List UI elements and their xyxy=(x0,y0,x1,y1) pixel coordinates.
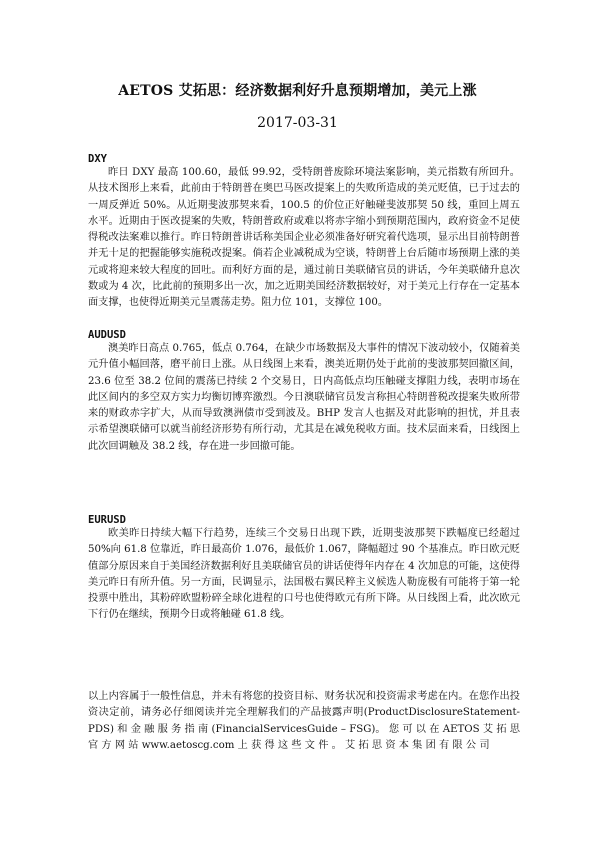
section-heading: DXY xyxy=(88,153,107,165)
section-body: 澳美昨日高点 0.765，低点 0.764，在缺少市场数据及大事件的情况下波动较小，仅随着美元升值小幅回落，磨平前日上涨。从日线图上来看，澳美近期仍处于此前的斐波那契回撤区间，23.6 位至 38.2 位间的震荡已持续 2 个交易日，日内高低点均压触碰支撑阻力线，表明市场在此区间内的多空双方实力均衡切博弈激烈。今日澳联储官员发言称担心特朗普税改提案失败所带来的财政赤字扩大，从而导致澳洲债市受到波及。BHP 发言人也据及对此影响的担忧，并且表示希望澳联储可以就当前经济形势有所行动，尤其是在减免税收方面。技术层面来看，日线图上此次回调触及 38.2 线，存在进一步回撤可能。 xyxy=(88,343,520,452)
section-heading: AUDUSD xyxy=(88,329,126,341)
section-audusd xyxy=(88,329,520,455)
section-heading: EURUSD xyxy=(88,514,126,526)
disclaimer xyxy=(88,689,520,754)
document-date: 2017-03-31 xyxy=(257,115,338,131)
section-body: 欧美昨日持续大幅下行趋势，连续三个交易日出现下跌，近期斐波那契下跌幅度已经超过 50%向 61.8 位靠近，昨日最高价 1.076，最低价 1.067，降幅超过 90 个基准点。昨日欧元贬值部分原因来自于美国经济数据利好且美联储官员的讲话使得年内存在 4 次加息的可能，这使得美元昨日有所升值。另一方面，民调显示，法国极右翼民粹主义候选人勒庞极有可能将于第一轮投票中胜出，其粉碎欧盟粉碎全球化进程的口号也使得欧元有所下降。从日线图上看，此次欧元下行仍在继续，预期今日或将触碰 61.8 线。 xyxy=(88,528,520,621)
section-eurusd xyxy=(88,514,520,624)
disclaimer-text: 以上内容属于一般性信息，并未有将您的投资目标、财务状况和投资需求考虑在内。在您作出投资决定前，请务必仔细阅读并完全理解我们的产品披露声明(ProductDisclosureStatement-PDS) 和 金 融 服 务 指 南 (FinancialServicesGuide – FSG)。 您 可 以 在 AETOS 艾 拓 思 官 方 网 站 www.aetoscg.com 上 获 得 这 些 文 件 。 艾 拓 思 资 本 集 团 有 限 公 司 xyxy=(88,691,520,751)
section-dxy xyxy=(88,153,520,312)
section-body: 昨日 DXY 最高 100.60，最低 99.92，受特朗普废除环境法案影响，美元指数有所回升。从技术图形上来看，此前由于特朗普在奥巴马医改提案上的失败所造成的美元贬值，已于过去的一周反弹近 50%。从近期斐波那契来看，100.5 的价位正好触碰斐波那契 50 线，重回上周五水平。近期由于医改提案的失败，特朗普政府或难以将赤字缩小到预期范围内，政府资金不足使得税改法案难以推行。昨日特朗普讲话称美国企业必须准备好研究着代选项，显示出目前特朗普并无十足的把握能够实施税改提案。倘若企业减税成为空谈，特朗普上台后随市场预期上涨的美元或将迎来较大程度的回吐。而利好方面的是，通过前日美联储官员的讲话，今年美联储升息次数或为 4 次，比此前的预期多出一次，加之近期美国经济数据较好，对于美元上行存在一定基本面支撑，也使得近期美元呈震荡走势。阻力位 101，支撑位 100。 xyxy=(88,167,520,309)
document-title: AETOS 艾拓思：经济数据利好升息预期增加，美元上涨 xyxy=(118,83,477,99)
